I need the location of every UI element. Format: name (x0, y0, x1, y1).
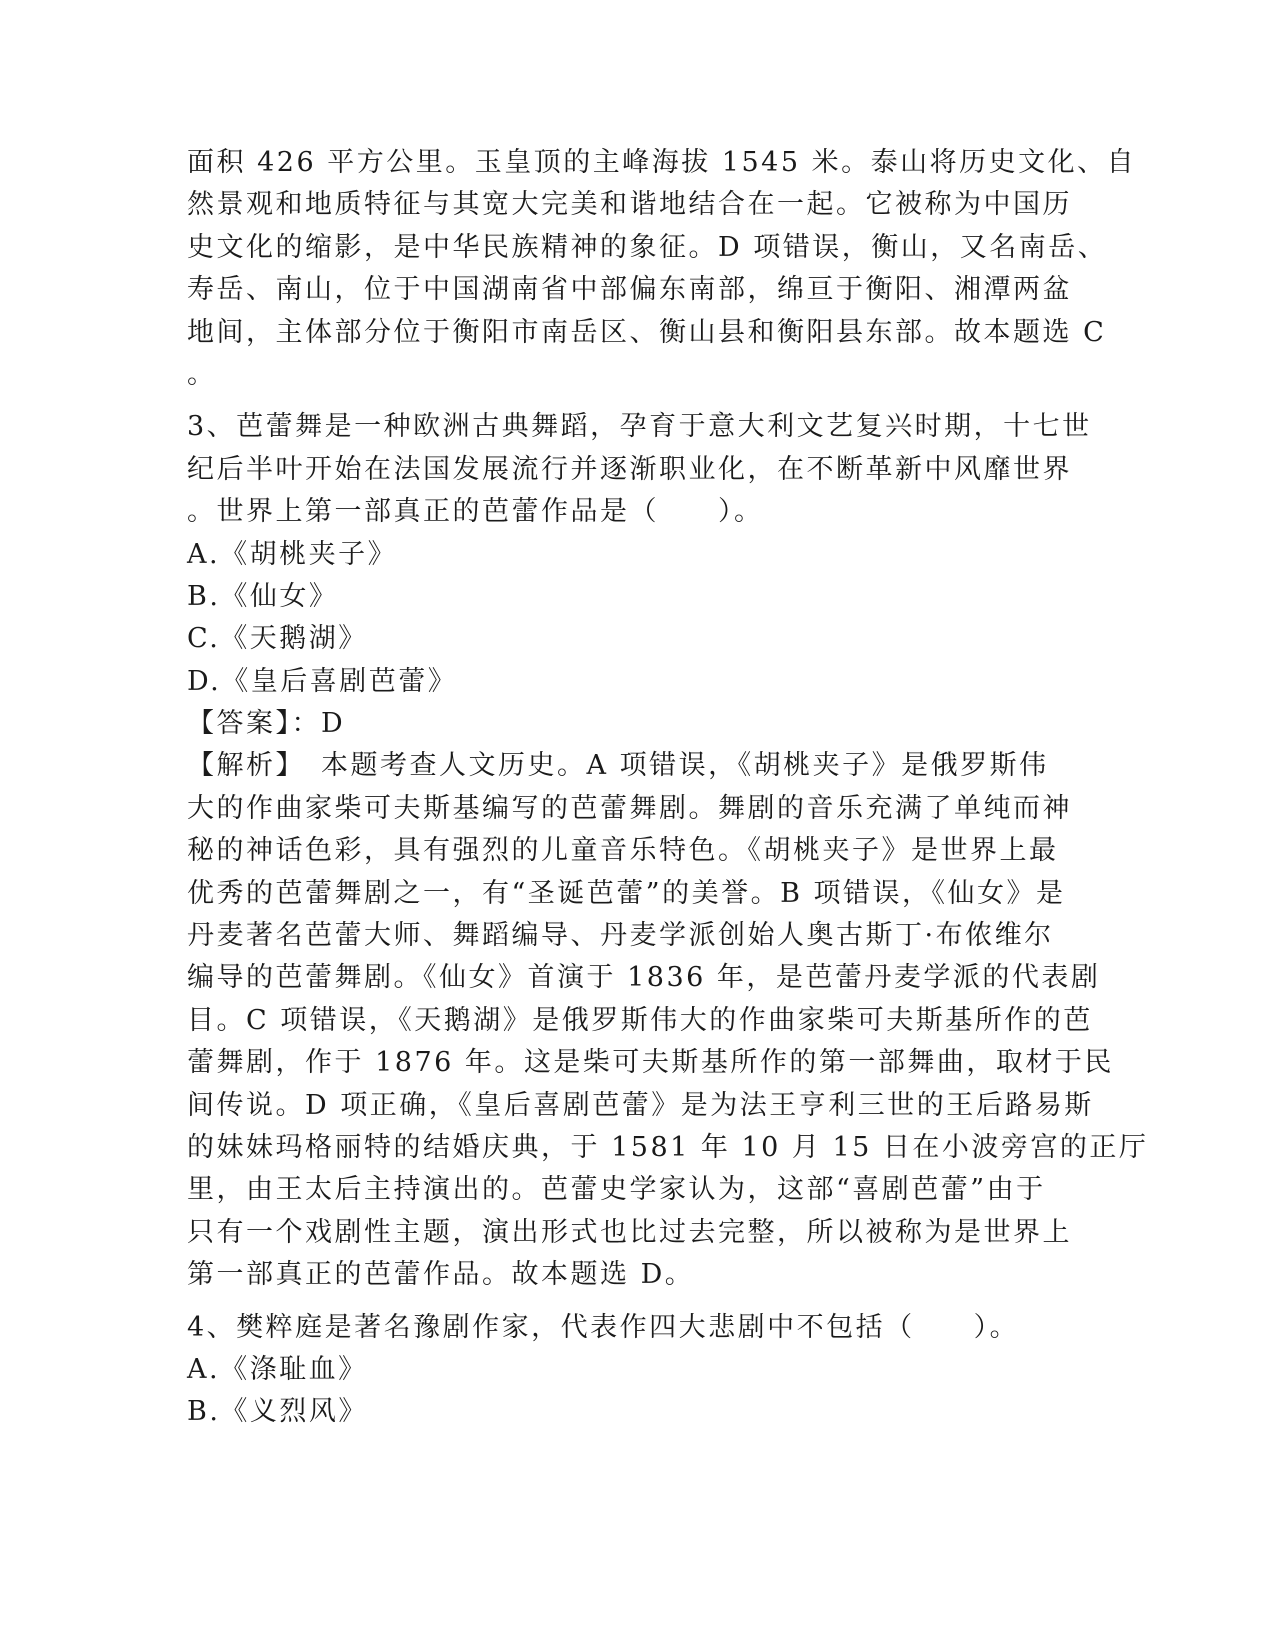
text-line: 寿岳、南山，位于中国湖南省中部偏东南部，绵亘于衡阳、湘潭两盆 (187, 274, 1072, 306)
text-line: D.《皇后喜剧芭蕾》 (187, 665, 458, 697)
text-line: 只有一个戏剧性主题，演出形式也比过去完整，所以被称为是世界上 (187, 1216, 1072, 1248)
text-line: 编导的芭蕾舞剧。《仙女》首演于 1836 年，是芭蕾丹麦学派的代表剧 (187, 962, 1101, 994)
text-line: 。世界上第一部真正的芭蕾作品是（ ）。 (187, 496, 764, 528)
block-gap (187, 396, 1087, 406)
text-line: C.《天鹅湖》 (187, 623, 368, 655)
question-block (187, 1307, 1087, 1434)
document-content (187, 142, 1149, 1434)
text-line: 大的作曲家柴可夫斯基编写的芭蕾舞剧。舞剧的音乐充满了单纯而神 (187, 792, 1072, 824)
text-line: 然景观和地质特征与其宽大完美和谐地结合在一起。它被称为中国历 (187, 189, 1072, 221)
text-line: B.《义烈风》 (187, 1396, 368, 1428)
text-line: A.《胡桃夹子》 (187, 538, 398, 570)
text-line: 史文化的缩影，是中华民族精神的象征。D 项错误，衡山，又名南岳、 (187, 231, 1108, 263)
text-line: 优秀的芭蕾舞剧之一，有“圣诞芭蕾”的美誉。B 项错误，《仙女》是 (187, 877, 1066, 909)
text-line: 蕾舞剧，作于 1876 年。这是柴可夫斯基所作的第一部舞曲，取材于民 (187, 1047, 1114, 1079)
text-line: 丹麦著名芭蕾大师、舞蹈编导、丹麦学派创始人奥古斯丁·布侬维尔 (187, 920, 1054, 952)
text-line: B.《仙女》 (187, 580, 339, 612)
question-block (187, 406, 1149, 1296)
text-line: 纪后半叶开始在法国发展流行并逐渐职业化，在不断革新中风靡世界 (187, 453, 1072, 485)
text-line: 4、樊粹庭是著名豫剧作家，代表作四大悲剧中不包括（ ）。 (187, 1311, 1020, 1343)
text-line: 秘的神话色彩，具有强烈的儿童音乐特色。《胡桃夹子》是世界上最 (187, 835, 1059, 867)
text-line: A.《涤耻血》 (187, 1353, 368, 1385)
text-line: 【解析】 本题考查人文历史。A 项错误，《胡桃夹子》是俄罗斯伟 (187, 750, 1049, 782)
text-line: 间传说。D 项正确，《皇后喜剧芭蕾》是为法王亨利三世的王后路易斯 (187, 1089, 1094, 1121)
text-line: 【答案】：D (187, 708, 346, 740)
text-line: 第一部真正的芭蕾作品。故本题选 D。 (187, 1259, 695, 1291)
text-line: 地间，主体部分位于衡阳市南岳区、衡山县和衡阳县东部。故本题选 C (187, 316, 1107, 348)
text-line: 3、芭蕾舞是一种欧洲古典舞蹈，孕育于意大利文艺复兴时期，十七世 (187, 411, 1092, 443)
text-line: 目。C 项错误，《天鹅湖》是俄罗斯伟大的作曲家柴可夫斯基所作的芭 (187, 1004, 1093, 1036)
text-line: 里，由王太后主持演出的。芭蕾史学家认为，这部“喜剧芭蕾”由于 (187, 1174, 1046, 1206)
text-line: 面积 426 平方公里。玉皇顶的主峰海拔 1545 米。泰山将历史文化、自 (187, 147, 1137, 178)
text-line: 。 (187, 358, 217, 390)
block-gap (187, 1297, 1087, 1307)
paragraph-block (187, 142, 1137, 396)
text-line: 的妹妹玛格丽特的结婚庆典，于 1581 年 10 月 15 日在小波旁宫的正厅 (187, 1131, 1149, 1163)
